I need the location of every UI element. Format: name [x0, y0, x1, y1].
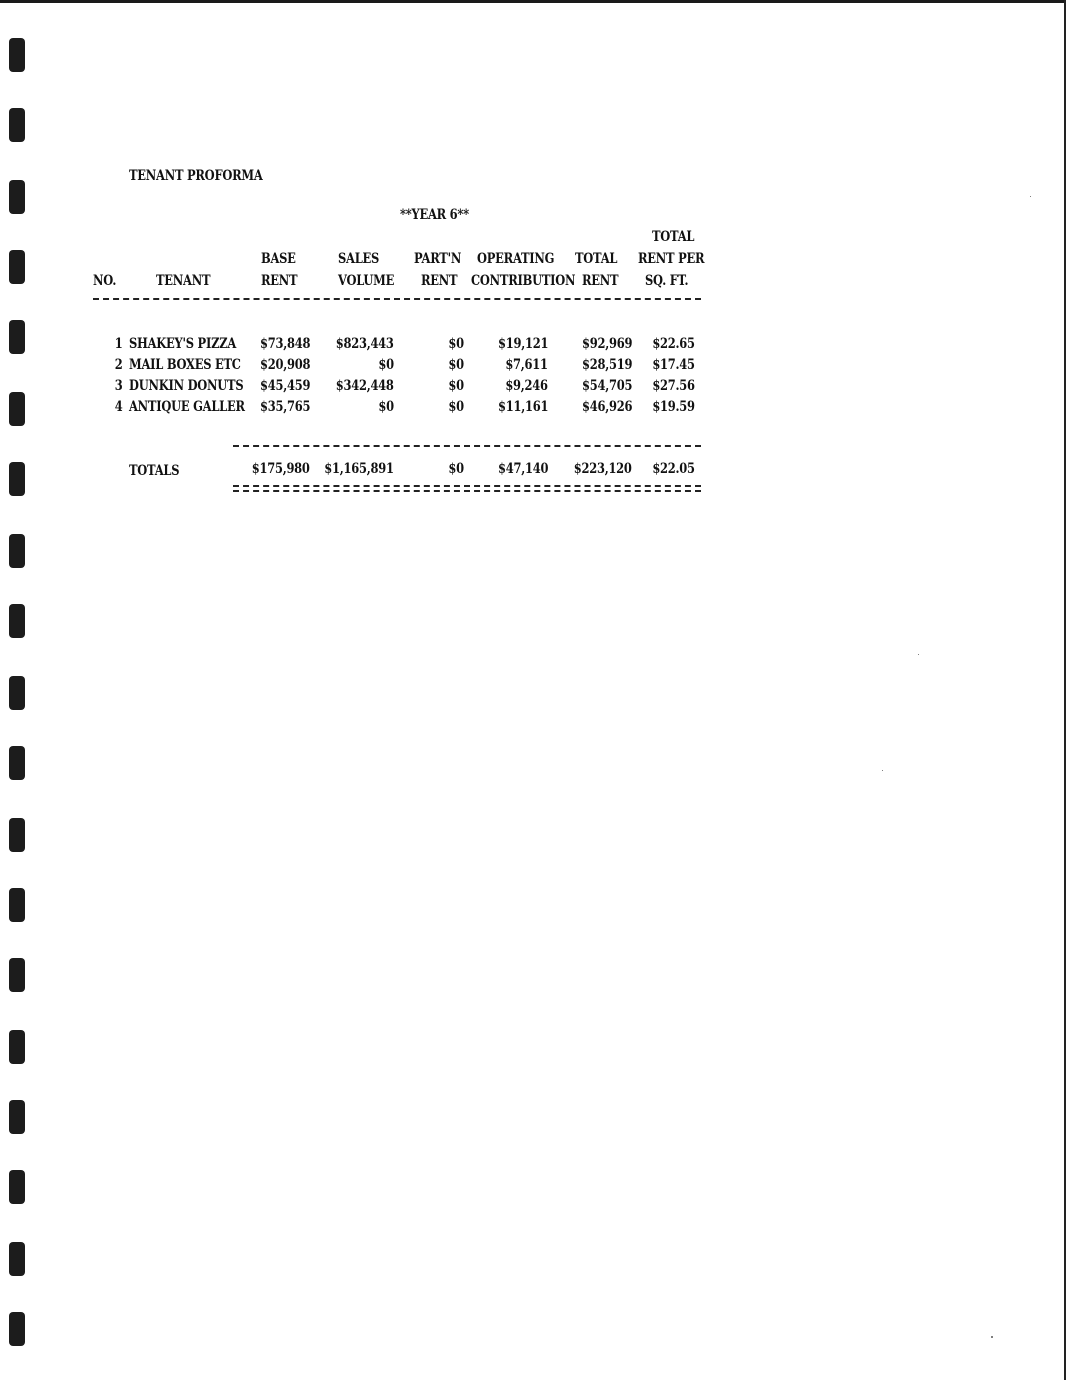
totals-partn-rent: $0 — [448, 461, 464, 477]
row-total-rent: $28,519 — [581, 357, 632, 373]
row-no: 1 — [114, 336, 122, 352]
binder-hole — [9, 746, 25, 780]
binder-hole — [9, 534, 25, 568]
row-tenant: DUNKIN DONUTS — [129, 378, 244, 394]
binder-hole — [9, 38, 25, 72]
row-tenant: MAIL BOXES ETC — [129, 357, 241, 373]
binder-hole — [9, 1312, 25, 1346]
totals-double-underline — [233, 485, 701, 492]
row-partn-rent: $0 — [448, 399, 464, 415]
row-no: 4 — [114, 399, 122, 415]
header-sales-volume-line1: SALES — [338, 251, 380, 267]
row-rent-per-sqft: $19.59 — [652, 399, 695, 415]
row-total-rent: $54,705 — [581, 378, 632, 394]
row-sales-volume: $0 — [378, 357, 394, 373]
binder-hole — [9, 462, 25, 496]
scan-speck — [918, 654, 919, 655]
binder-hole — [9, 108, 25, 142]
binder-holes — [0, 0, 40, 1380]
scan-speck — [991, 1336, 993, 1338]
binder-hole — [9, 888, 25, 922]
row-operating-contribution: $7,611 — [505, 357, 548, 373]
header-no: NO. — [93, 273, 117, 289]
header-total-rent-line1: TOTAL — [575, 251, 618, 267]
row-base-rent: $73,848 — [259, 336, 310, 352]
binder-hole — [9, 604, 25, 638]
binder-hole — [9, 1100, 25, 1134]
row-no: 3 — [114, 378, 122, 394]
header-partn-rent-line2: RENT — [421, 273, 458, 289]
header-base-rent-line2: RENT — [261, 273, 298, 289]
row-total-rent: $92,969 — [581, 336, 632, 352]
scan-speck — [1030, 196, 1031, 197]
totals-sales-volume: $1,165,891 — [324, 461, 394, 477]
header-tenant: TENANT — [156, 273, 211, 289]
row-rent-per-sqft: $27.56 — [652, 378, 695, 394]
binder-hole — [9, 1170, 25, 1204]
row-operating-contribution: $19,121 — [497, 336, 548, 352]
header-rent-per-sqft-line1: TOTAL — [652, 229, 695, 245]
header-rent-per-sqft-line2: RENT PER — [638, 251, 705, 267]
binder-hole — [9, 676, 25, 710]
binder-hole — [9, 320, 25, 354]
totals-base-rent: $175,980 — [252, 461, 310, 477]
row-sales-volume: $823,443 — [336, 336, 394, 352]
binder-hole — [9, 180, 25, 214]
binder-hole — [9, 1030, 25, 1064]
row-operating-contribution: $9,246 — [505, 378, 548, 394]
header-partn-rent-line1: PART'N — [414, 251, 462, 267]
binder-hole — [9, 392, 25, 426]
row-base-rent: $45,459 — [259, 378, 310, 394]
totals-divider — [233, 445, 701, 447]
binder-hole — [9, 958, 25, 992]
row-total-rent: $46,926 — [581, 399, 632, 415]
header-sales-volume-line2: VOLUME — [338, 273, 395, 289]
binder-hole — [9, 818, 25, 852]
row-partn-rent: $0 — [448, 357, 464, 373]
row-tenant: SHAKEY'S PIZZA — [129, 336, 236, 352]
row-base-rent: $20,908 — [259, 357, 310, 373]
row-rent-per-sqft: $17.45 — [652, 357, 695, 373]
header-operating-contribution-line2: CONTRIBUTION — [471, 273, 576, 289]
totals-rent-per-sqft: $22.05 — [652, 461, 695, 477]
header-base-rent-line1: BASE — [261, 251, 296, 267]
scan-speck — [882, 770, 883, 771]
header-total-rent-line2: RENT — [582, 273, 619, 289]
row-base-rent: $35,765 — [259, 399, 310, 415]
row-rent-per-sqft: $22.65 — [652, 336, 695, 352]
row-sales-volume: $0 — [378, 399, 394, 415]
year-label: **YEAR 6** — [400, 207, 469, 223]
header-operating-contribution-line1: OPERATING — [477, 251, 555, 267]
row-no: 2 — [114, 357, 122, 373]
header-rent-per-sqft-line3: SQ. FT. — [645, 273, 689, 289]
totals-total-rent: $223,120 — [574, 461, 632, 477]
row-operating-contribution: $11,161 — [497, 399, 548, 415]
binder-hole — [9, 1242, 25, 1276]
row-sales-volume: $342,448 — [336, 378, 394, 394]
totals-label: TOTALS — [129, 463, 180, 479]
report-title: TENANT PROFORMA — [129, 168, 263, 184]
page-top-edge — [0, 0, 1066, 3]
row-tenant: ANTIQUE GALLER — [129, 399, 245, 415]
row-partn-rent: $0 — [448, 378, 464, 394]
header-divider — [93, 298, 701, 300]
totals-operating-contribution: $47,140 — [497, 461, 548, 477]
binder-hole — [9, 250, 25, 284]
row-partn-rent: $0 — [448, 336, 464, 352]
